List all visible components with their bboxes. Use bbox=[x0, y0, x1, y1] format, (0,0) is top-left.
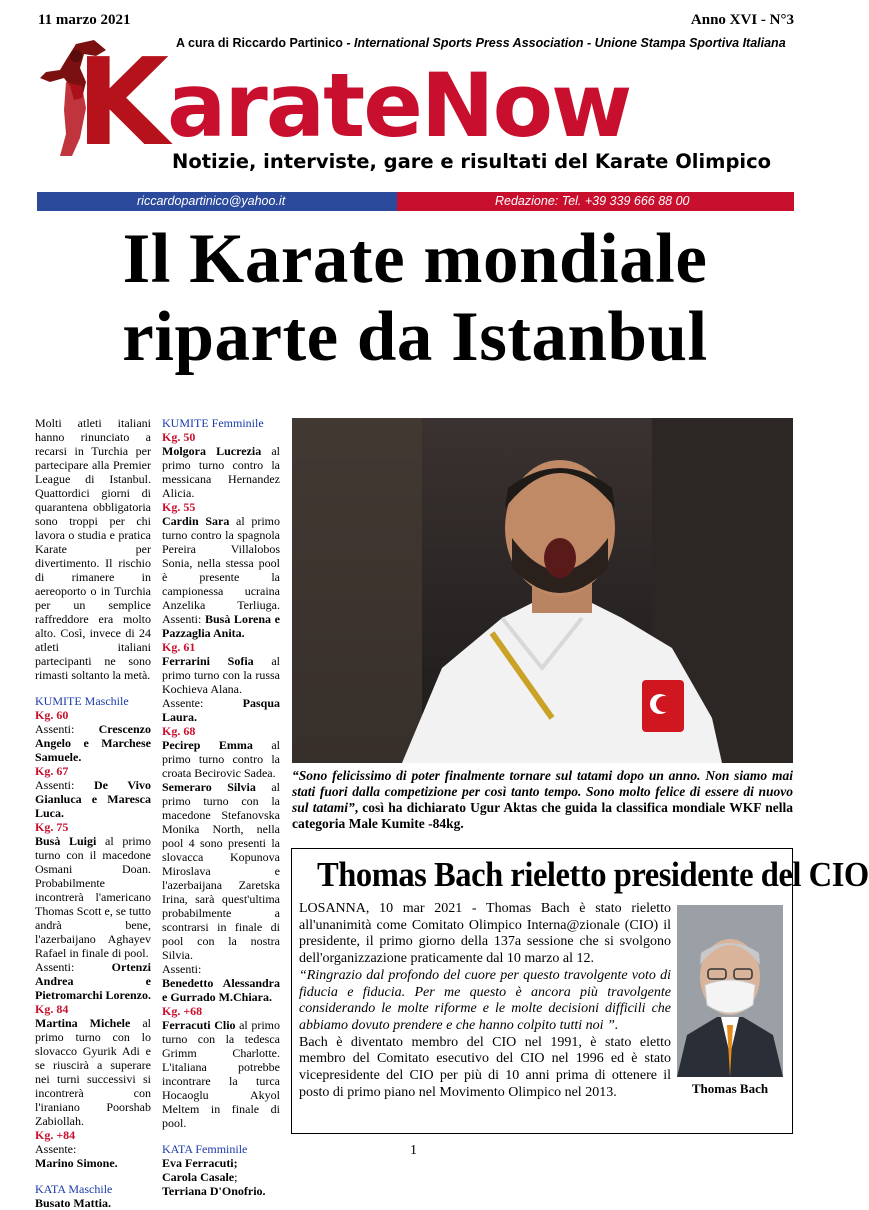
entry: Assenti: Crescenzo Angelo e Marchese Samuele. bbox=[35, 722, 151, 764]
article-column-2 bbox=[162, 416, 280, 1198]
phone-info: Redazione: Tel. +39 339 666 88 00 bbox=[397, 192, 794, 211]
weight-class: Kg. 84 bbox=[35, 1002, 69, 1016]
intro-paragraph: Molti atleti italiani hanno rinunciato a recarsi in Turchia per partecipare alla Premier League di Istanbul. Quattordici giorni di quarantena obbligatoria sono troppi per chi lavora o studia e pratica Karate per divertimento. Il rischio di rimanere in aereoporto o in Turchia per un semplice raffreddore era molto alto. Così, invece di 24 atleti italiani partecipanti ne sono rimasti soltanto la metà. bbox=[35, 416, 151, 682]
masthead bbox=[36, 30, 794, 190]
weight-class: Kg. 67 bbox=[35, 764, 69, 778]
athlete-photo bbox=[292, 418, 793, 763]
section-kumite-femminile: KUMITE Femminile bbox=[162, 416, 264, 430]
entry: Marino Simone. bbox=[35, 1156, 118, 1170]
email-link[interactable]: riccardopartinico@yahoo.it bbox=[37, 192, 397, 211]
weight-class: Kg. +68 bbox=[162, 1004, 203, 1018]
issue-date: 11 marzo 2021 bbox=[38, 12, 131, 28]
issue-number: Anno XVI - N°3 bbox=[690, 12, 794, 28]
entry: Ferrarini Sofia al primo turno con la russa Kochieva Alana. bbox=[162, 654, 280, 696]
weight-class: Kg. +84 bbox=[35, 1128, 76, 1142]
entry: Pecirep Emma al primo turno contro la croata Becirovic Sadea. bbox=[162, 738, 280, 780]
entry: Assente: bbox=[35, 1142, 77, 1156]
entry: Cardin Sara al primo turno contro la spagnola Pereira Villalobos Sonia, nella stessa pool è presente la campionessa ucraina Anzelika Terliuga. Assenti: Busà Lorena e Pazzaglia Anita. bbox=[162, 514, 280, 640]
bach-photo-caption: Thomas Bach bbox=[691, 1081, 769, 1096]
thomas-bach-photo bbox=[677, 905, 783, 1077]
entry: Assenti: bbox=[162, 962, 202, 976]
entry: Assenti: Ortenzi Andrea e Pietromarchi Lorenzo. bbox=[35, 960, 151, 1002]
contact-bar bbox=[37, 192, 794, 211]
section-kata-maschile: KATA Maschile bbox=[35, 1182, 113, 1196]
entry: Ferracuti Clio al primo turno con la tedesca Grimm Charlotte. L'italiana potrebbe incontrare la turca Hocaoglu Akyol Meltem in finale di pool. bbox=[162, 1018, 280, 1130]
bach-article-box bbox=[291, 848, 869, 1134]
weight-class: Kg. 50 bbox=[162, 430, 196, 444]
entry: Assente: Pasqua Laura. bbox=[162, 696, 280, 724]
weight-class: Kg. 75 bbox=[35, 820, 69, 834]
weight-class: Kg. 60 bbox=[35, 708, 69, 722]
tagline: Notizie, interviste, gare e risultati del Karate Olimpico bbox=[172, 150, 772, 173]
entry: Benedetto Alessandra e Gurrado M.Chiara. bbox=[162, 976, 280, 1004]
page-number: 1 bbox=[410, 1143, 417, 1158]
weight-class: Kg. 68 bbox=[162, 724, 196, 738]
entry: Busà Luigi al primo turno con il macedone Osmani Doan. Probabilmente incontrerà l'americano Thomas Scott e, se tutto andrà bene, l'azerbaijano Aghayev Rafael in finale di pool. bbox=[35, 834, 151, 960]
entry: Terriana D'Onofrio. bbox=[162, 1184, 266, 1198]
weight-class: Kg. 55 bbox=[162, 500, 196, 514]
entry: Carola Casale; bbox=[162, 1170, 238, 1184]
entry: Semeraro Silvia al primo turno con la macedone Stefanovska Monika North, nella pool 4 sono presenti la slovacca Kopunova Miroslava e l'azerbaijana Zaretska Irina, sarà quest'ultima probabilmente a scontrarsi in finale di pool con la nostra Silvia. bbox=[162, 780, 280, 962]
bach-article-text: LOSANNA, 10 mar 2021 - Thomas Bach è stato rieletto all'unanimità come Comitato Olimpico Interna@zionale (CIO) il presidente, il primo giorno della 137a sessione che si svolgono dell'organizzazione praticamente dal 10 marzo al 12. “Ringrazio dal profondo del cuore per questo travolgente voto di fiducia e fiducia. Per me questo è ancora più travolgente considerando le molte riforme e le molte decisioni difficili che abbiamo dovuto prendere e che hanno colpito tutti noi ”. Bach è diventato membro del CIO nel 1991, è stato eletto membro del Comitato esecutivo del CIO nel 1996 ed è stato vicepresidente del CIO per più di 10 anni prima di ottenere il posto di primo piano nel Movimento Olimpico nel 2013. bbox=[299, 901, 671, 1100]
karatenow-logo: KarateNow bbox=[76, 34, 631, 173]
main-headline: Il Karate mondiale riparte da Istanbul bbox=[122, 220, 708, 376]
entry: Assenti: De Vivo Gianluca e Maresca Luca. bbox=[35, 778, 151, 820]
credit-line: A cura di Riccardo Partinico - International Sports Press Association - Unione Stampa Sportiva Italiana bbox=[176, 36, 786, 50]
section-kata-femminile: KATA Femminile bbox=[162, 1142, 248, 1156]
article-column-1 bbox=[35, 416, 151, 1210]
entry: Eva Ferracuti; bbox=[162, 1156, 238, 1170]
photo-caption: “Sono felicissimo di poter finalmente tornare sul tatami dopo un anno. Non siamo mai stati fuori dalla competizione per così tanto tempo. Sono molto felice di essere di nuovo sul tatami”, così ha dichiarato Ugur Aktas che guida la classifica mondiale WKF nella categoria Male Kumite -84kg. bbox=[292, 768, 793, 831]
entry: Martina Michele al primo turno con lo slovacco Gyurik Adi e se riuscirà a superare nei turni successivi si incontrerà con l'iraniano Poorshab Zabiollah. bbox=[35, 1016, 151, 1128]
weight-class: Kg. 61 bbox=[162, 640, 196, 654]
bach-article-title: Thomas Bach rieletto presidente del CIO bbox=[317, 855, 869, 894]
section-kumite-maschile: KUMITE Maschile bbox=[35, 694, 129, 708]
entry: Molgora Lucrezia al primo turno contro la messicana Hernandez Alicia. bbox=[162, 444, 280, 500]
entry: Busato Mattia. bbox=[35, 1196, 111, 1210]
